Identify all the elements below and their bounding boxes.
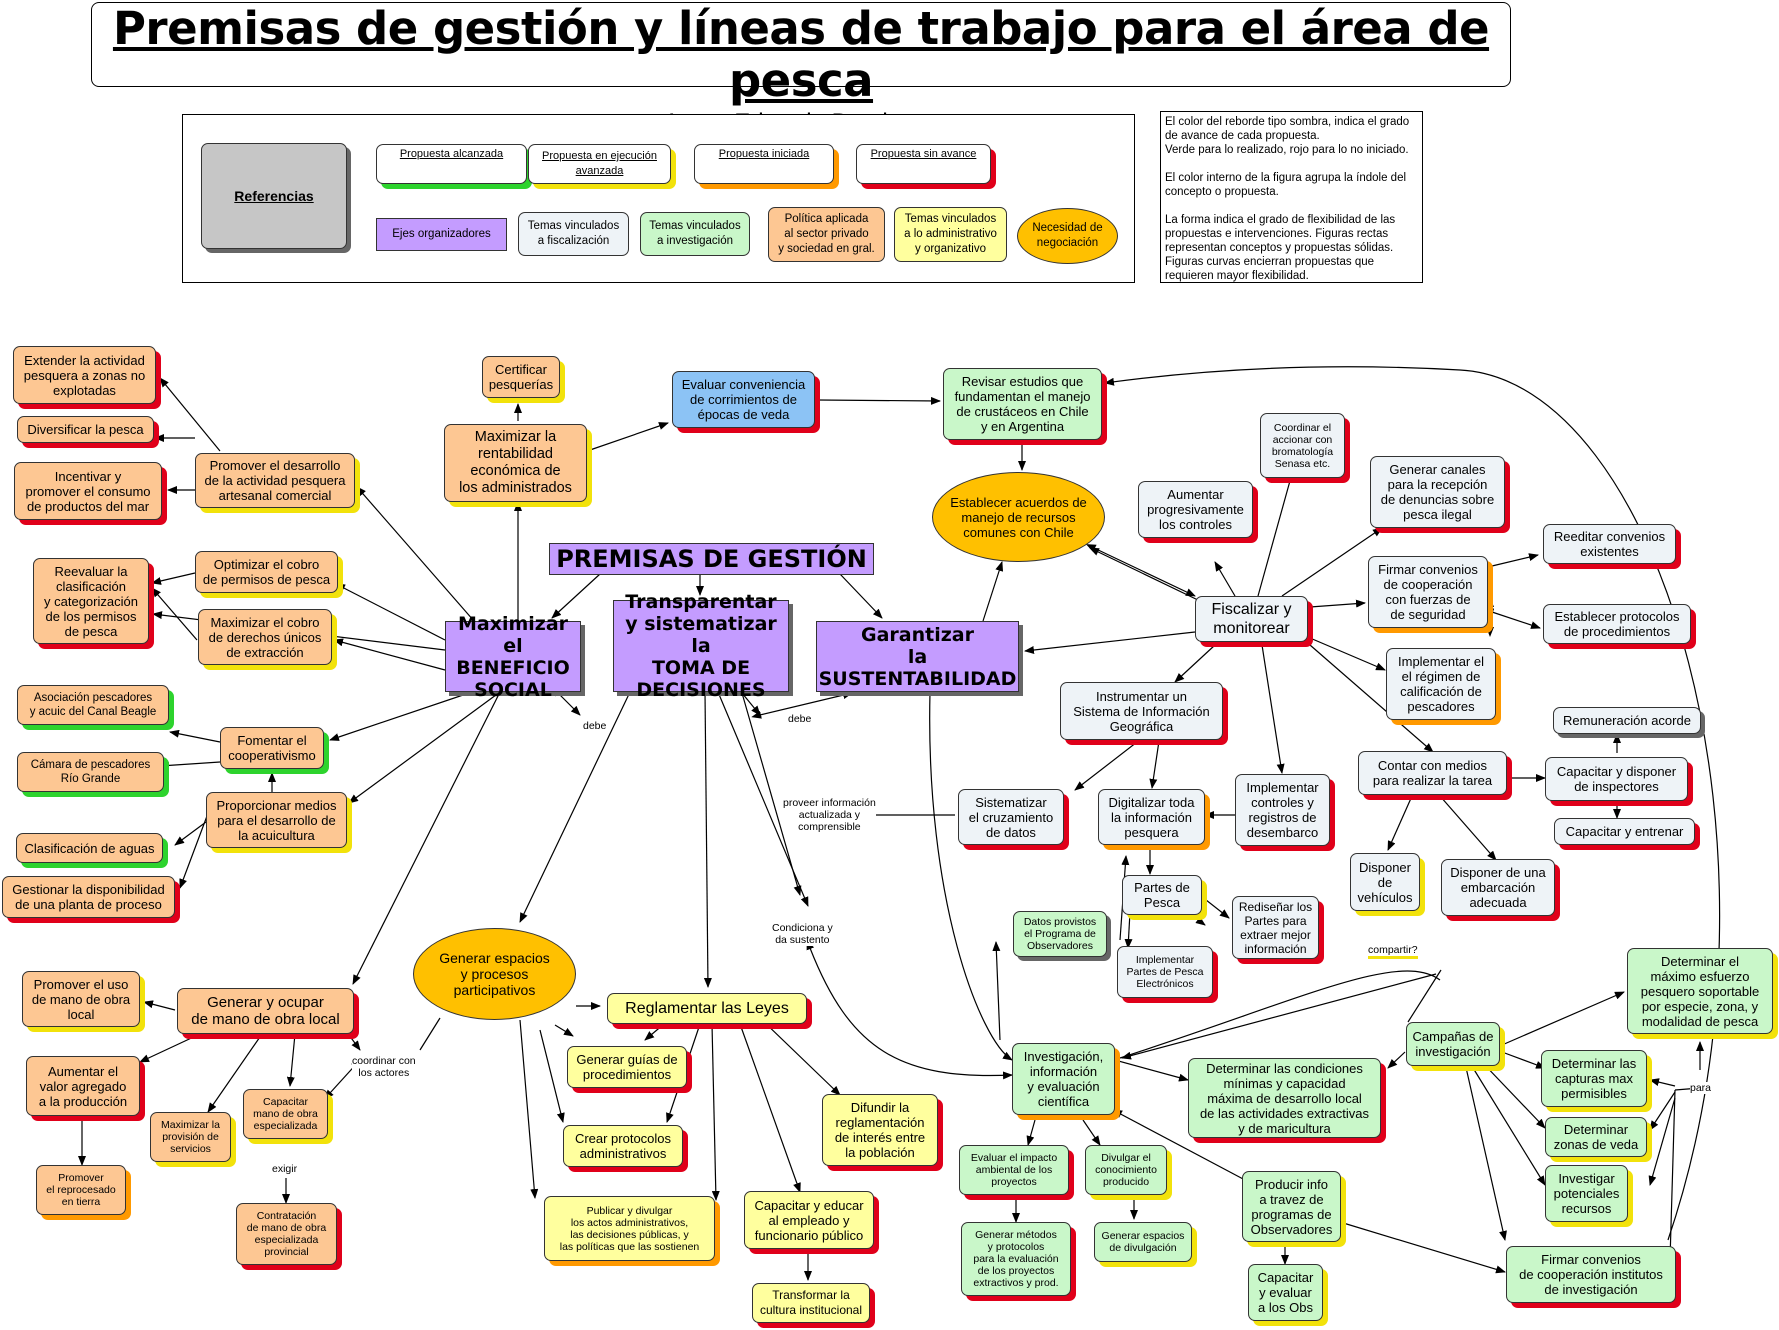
node-transformar: Transformar la cultura institucional	[752, 1283, 870, 1323]
node-redisenar: Rediseñar los Partes para extraer mejor información	[1232, 896, 1319, 959]
node-evaluar-corrimientos: Evaluar conveniencia de corrimientos de épocas de veda	[672, 371, 815, 428]
node-promover-reprocesado: Promover el reprocesado en tierra	[36, 1165, 126, 1215]
label-debe-right: debe	[788, 713, 812, 725]
node-maximizar-beneficio: Maximizar el BENEFICIO SOCIAL	[445, 621, 581, 692]
node-contar-medios: Contar con medios para realizar la tarea	[1358, 751, 1507, 795]
node-generar-metodos: Generar métodos y protocolos para la evaluación de los proyectos extractivos y prod.	[961, 1222, 1071, 1296]
node-gestionar-planta: Gestionar la disponibilidad de una planta de proceso	[2, 876, 175, 918]
node-capacitar-inspectores: Capacitar y disponer de inspectores	[1545, 757, 1688, 801]
node-generar-canales: Generar canales para la recepción de denuncias sobre pesca ilegal	[1370, 456, 1505, 528]
legend-ejecucion: Propuesta en ejecución avanzada	[528, 144, 671, 184]
label-coordinar-actores: coordinar con los actores	[352, 1055, 416, 1079]
node-disponer-vehiculos: Disponer de vehículos	[1350, 853, 1420, 911]
legend-iniciada: Propuesta iniciada	[694, 144, 834, 184]
label-condiciona: Condiciona y da sustento	[772, 922, 833, 946]
node-investigar-potenciales: Investigar potenciales recursos	[1545, 1165, 1628, 1222]
node-optimizar-cobro: Optimizar el cobro de permisos de pesca	[195, 551, 338, 593]
node-maximizar-cobro: Maximizar el cobro de derechos únicos de extracción	[198, 609, 332, 665]
node-implementar-regimen: Implementar el el régimen de calificación de pescadores	[1386, 648, 1496, 720]
node-capacitar-entrenar: Capacitar y entrenar	[1554, 818, 1695, 845]
node-investigacion: Investigación, información y evaluación científica	[1012, 1043, 1115, 1115]
legend-investigacion: Temas vinculados a investigación	[640, 212, 750, 256]
node-establecer-protocolos: Establecer protocolos de procedimientos	[1543, 604, 1691, 644]
page-title: Premisas de gestión y líneas de trabajo para el área de pesca	[112, 2, 1490, 107]
node-datos-provistos: Datos provistos el Programa de Observadores	[1013, 911, 1107, 957]
node-partes-pesca: Partes de Pesca	[1122, 875, 1202, 915]
node-establecer-acuerdos: Establecer acuerdos de manejo de recursos comunes con Chile	[932, 472, 1105, 562]
node-revisar-estudios: Revisar estudios que fundamentan el manejo de crustáceos en Chile y en Argentina	[943, 368, 1102, 440]
node-contratacion: Contratación de mano de obra especializada provincial	[236, 1203, 337, 1265]
legend-negociacion: Necesidad de negociación	[1017, 208, 1118, 264]
node-determinar-condiciones: Determinar las condiciones mínimas y capacidad máxima de desarrollo local de las actividades extractivas y de maricultura	[1188, 1058, 1381, 1138]
node-asociacion: Asociación pescadores y acuic del Canal Beagle	[17, 685, 169, 725]
node-coordinar-accionar: Coordinar el accionar con bromatología Senasa etc.	[1260, 413, 1345, 478]
legend-fiscalizacion: Temas vinculados a fiscalización	[518, 212, 629, 256]
label-compartir: compartir?	[1368, 944, 1418, 959]
legend-panel	[182, 114, 1135, 283]
node-fomentar-coop: Fomentar el cooperativismo	[220, 727, 324, 769]
node-garantizar: Garantizar la SUSTENTABILIDAD	[816, 621, 1019, 692]
node-camara: Cámara de pescadores Río Grande	[17, 752, 164, 792]
node-certificar: Certificar pesquerías	[482, 356, 560, 398]
node-proporcionar-medios: Proporcionar medios para el desarrollo de la acuicultura	[206, 792, 347, 848]
node-instrumentar-sig: Instrumentar un Sistema de Información Geográfica	[1060, 682, 1223, 740]
node-publicar: Publicar y divulgar los actos administrativos, las decisiones públicas, y las políticas que las sostienen	[544, 1196, 715, 1261]
node-reglamentar: Reglamentar las Leyes	[607, 993, 807, 1024]
node-incentivar: Incentivar y promover el consumo de productos del mar	[14, 462, 162, 520]
node-implementar-controles: Implementar controles y registros de desembarco	[1235, 774, 1330, 846]
node-evaluar-impacto: Evaluar el impacto ambiental de los proyectos	[959, 1145, 1069, 1195]
node-digitalizar: Digitalizar toda la información pesquera	[1098, 789, 1205, 845]
node-remuneracion: Remuneración acorde	[1553, 707, 1701, 734]
label-para: para	[1690, 1082, 1712, 1094]
node-implementar-partes: Implementar Partes de Pesca Electrónicos	[1117, 946, 1213, 998]
node-producir-info: Producir info a travez de programas de Observadores	[1242, 1171, 1341, 1242]
legend-alcanzada: Propuesta alcanzada	[376, 144, 527, 184]
legend-politica: Política aplicada al sector privado y sociedad en gral.	[768, 207, 885, 262]
label-proveer: proveer información actualizada y comprensible	[783, 797, 876, 833]
node-reeditar: Reeditar convenios existentes	[1543, 524, 1676, 564]
node-capacitar-educar: Capacitar y educar al empleado y funcionario público	[744, 1191, 874, 1249]
node-generar-espacios: Generar espacios y procesos participativos	[413, 928, 576, 1020]
node-premisas: PREMISAS DE GESTIÓN	[549, 543, 874, 575]
node-fiscalizar: Fiscalizar y monitorear	[1195, 596, 1308, 642]
node-extender: Extender la actividad pesquera a zonas no explotadas	[13, 346, 156, 404]
node-capacitar-mano: Capacitar mano de obra especializada	[243, 1089, 328, 1139]
node-maximizar-rentabilidad: Maximizar la rentabilidad económica de los administrados	[444, 424, 587, 502]
node-capacitar-obs: Capacitar y evaluar a los Obs	[1248, 1264, 1323, 1321]
node-promover-desarrollo: Promover el desarrollo de la actividad pesquera artesanal comercial	[195, 453, 355, 508]
node-reevaluar: Reevaluar la clasificación y categorización de los permisos de pesca	[33, 558, 149, 644]
label-exigir: exigir	[272, 1163, 298, 1175]
node-firmar-conv-seg: Firmar convenios de cooperación con fuerzas de de seguridad	[1368, 556, 1488, 628]
title-box	[91, 2, 1511, 107]
node-generar-espacios-div: Generar espacios de divulgación	[1094, 1222, 1192, 1262]
node-maximizar-provision: Maximizar la provisión de servicios	[150, 1112, 231, 1162]
node-campanas: Campañas de investigación	[1406, 1022, 1500, 1066]
legend-referencias: Referencias	[201, 143, 347, 249]
node-disponer-embarcacion: Disponer de una embarcación adecuada	[1441, 859, 1555, 916]
node-aumentar-controles: Aumentar progresivamente los controles	[1138, 481, 1253, 538]
node-diversificar: Diversificar la pesca	[17, 416, 154, 443]
node-sistematizar: Sistematizar el cruzamiento de datos	[958, 789, 1064, 845]
node-determinar-zonas: Determinar zonas de veda	[1545, 1117, 1647, 1157]
node-generar-mano: Generar y ocupar de mano de obra local	[177, 988, 354, 1034]
label-debe-left: debe	[583, 720, 607, 732]
node-divulgar-conocimiento: Divulgar el conocimiento producido	[1085, 1145, 1167, 1195]
node-determinar-maximo: Determinar el máximo esfuerzo pesquero soportable por especie, zona, y modalidad de pesca	[1627, 948, 1773, 1034]
node-difundir: Difundir la reglamentación de interés entre la población	[822, 1094, 938, 1166]
node-promover-uso: Promover el uso de mano de obra local	[22, 971, 140, 1027]
node-firmar-conv-inv: Firmar convenios de cooperación institutos de investigación	[1506, 1246, 1676, 1303]
legend-note: El color del reborde tipo sombra, indica el grado de avance de cada propuesta. Verde para lo realizado, rojo para lo no iniciado. El color interno de la figura agrupa la índole del concepto o propuesta. La forma indica el grado de flexibilidad de las propuestas e intervenciones. Figuras rectas representan conceptos y propuestas sólidas. Figuras curvas encierran propuestas que requieren mayor flexibilidad.	[1160, 111, 1423, 283]
node-determinar-capturas: Determinar las capturas max permisibles	[1541, 1050, 1647, 1107]
node-transparentar: Transparentar y sistematizar la TOMA DE DECISIONES	[613, 600, 789, 692]
node-crear-protocolos: Crear protocolos administrativos	[563, 1125, 683, 1167]
node-clasificacion-aguas: Clasificación de aguas	[16, 833, 163, 863]
legend-administrativo: Temas vinculados a lo administrativo y organizativo	[894, 207, 1007, 262]
node-aumentar-valor: Aumentar el valor agregado a la producción	[26, 1056, 140, 1116]
node-generar-guias: Generar guías de procedimientos	[567, 1046, 687, 1088]
legend-ejes: Ejes organizadores	[376, 218, 507, 251]
legend-sin-avance: Propuesta sin avance	[856, 144, 991, 184]
